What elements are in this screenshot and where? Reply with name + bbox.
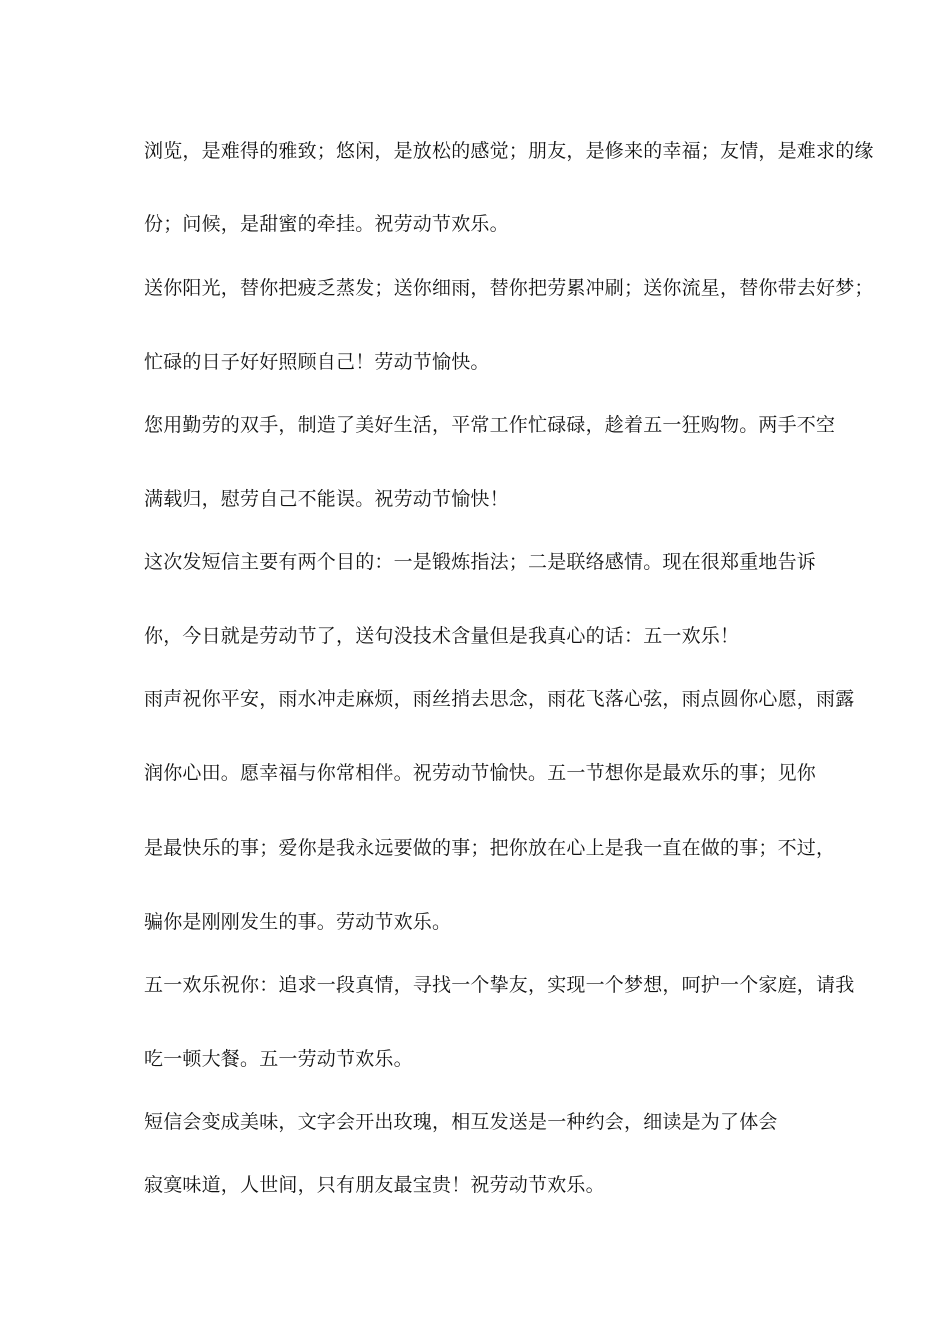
paragraph-3-line-2: 满载归，慰劳自己不能误。祝劳动节愉快！ [144,488,509,510]
paragraph-1-line-1: 浏览，是难得的雅致；悠闲，是放松的感觉；朋友，是修来的幸福；友情，是难求的缘 [144,140,874,162]
paragraph-3-line-1: 您用勤劳的双手，制造了美好生活，平常工作忙碌碌，趁着五一狂购物。两手不空 [144,414,836,436]
paragraph-5-line-2: 润你心田。愿幸福与你常相伴。祝劳动节愉快。五一节想你是最欢乐的事；见你 [144,762,817,784]
paragraph-5-line-1: 雨声祝你平安，雨水冲走麻烦，雨丝捎去思念，雨花飞落心弦，雨点圆你心愿，雨露 [144,688,855,710]
paragraph-6-line-1: 五一欢乐祝你：追求一段真情，寻找一个挚友，实现一个梦想，呵护一个家庭，请我 [144,974,855,996]
paragraph-2-line-2: 忙碌的日子好好照顾自己！劳动节愉快。 [144,351,490,373]
paragraph-4-line-1: 这次发短信主要有两个目的：一是锻炼指法；二是联络感情。现在很郑重地告诉 [144,551,817,573]
paragraph-1-line-2: 份；问候，是甜蜜的牵挂。祝劳动节欢乐。 [144,213,509,235]
paragraph-7-line-1: 短信会变成美味，文字会开出玫瑰，相互发送是一种约会，细读是为了体会 [144,1111,778,1133]
paragraph-2-line-1: 送你阳光，替你把疲乏蒸发；送你细雨，替你把劳累冲刷；送你流星，替你带去好梦； [144,277,874,299]
paragraph-4-line-2: 你，今日就是劳动节了，送句没技术含量但是我真心的话：五一欢乐！ [144,625,740,647]
paragraph-5-line-3: 是最快乐的事；爱你是我永远要做的事；把你放在心上是我一直在做的事；不过， [144,837,836,859]
paragraph-6-line-2: 吃一顿大餐。五一劳动节欢乐。 [144,1048,413,1070]
paragraph-5-line-4: 骗你是刚刚发生的事。劳动节欢乐。 [144,911,452,933]
paragraph-7-line-2: 寂寞味道，人世间，只有朋友最宝贵！祝劳动节欢乐。 [144,1174,605,1196]
